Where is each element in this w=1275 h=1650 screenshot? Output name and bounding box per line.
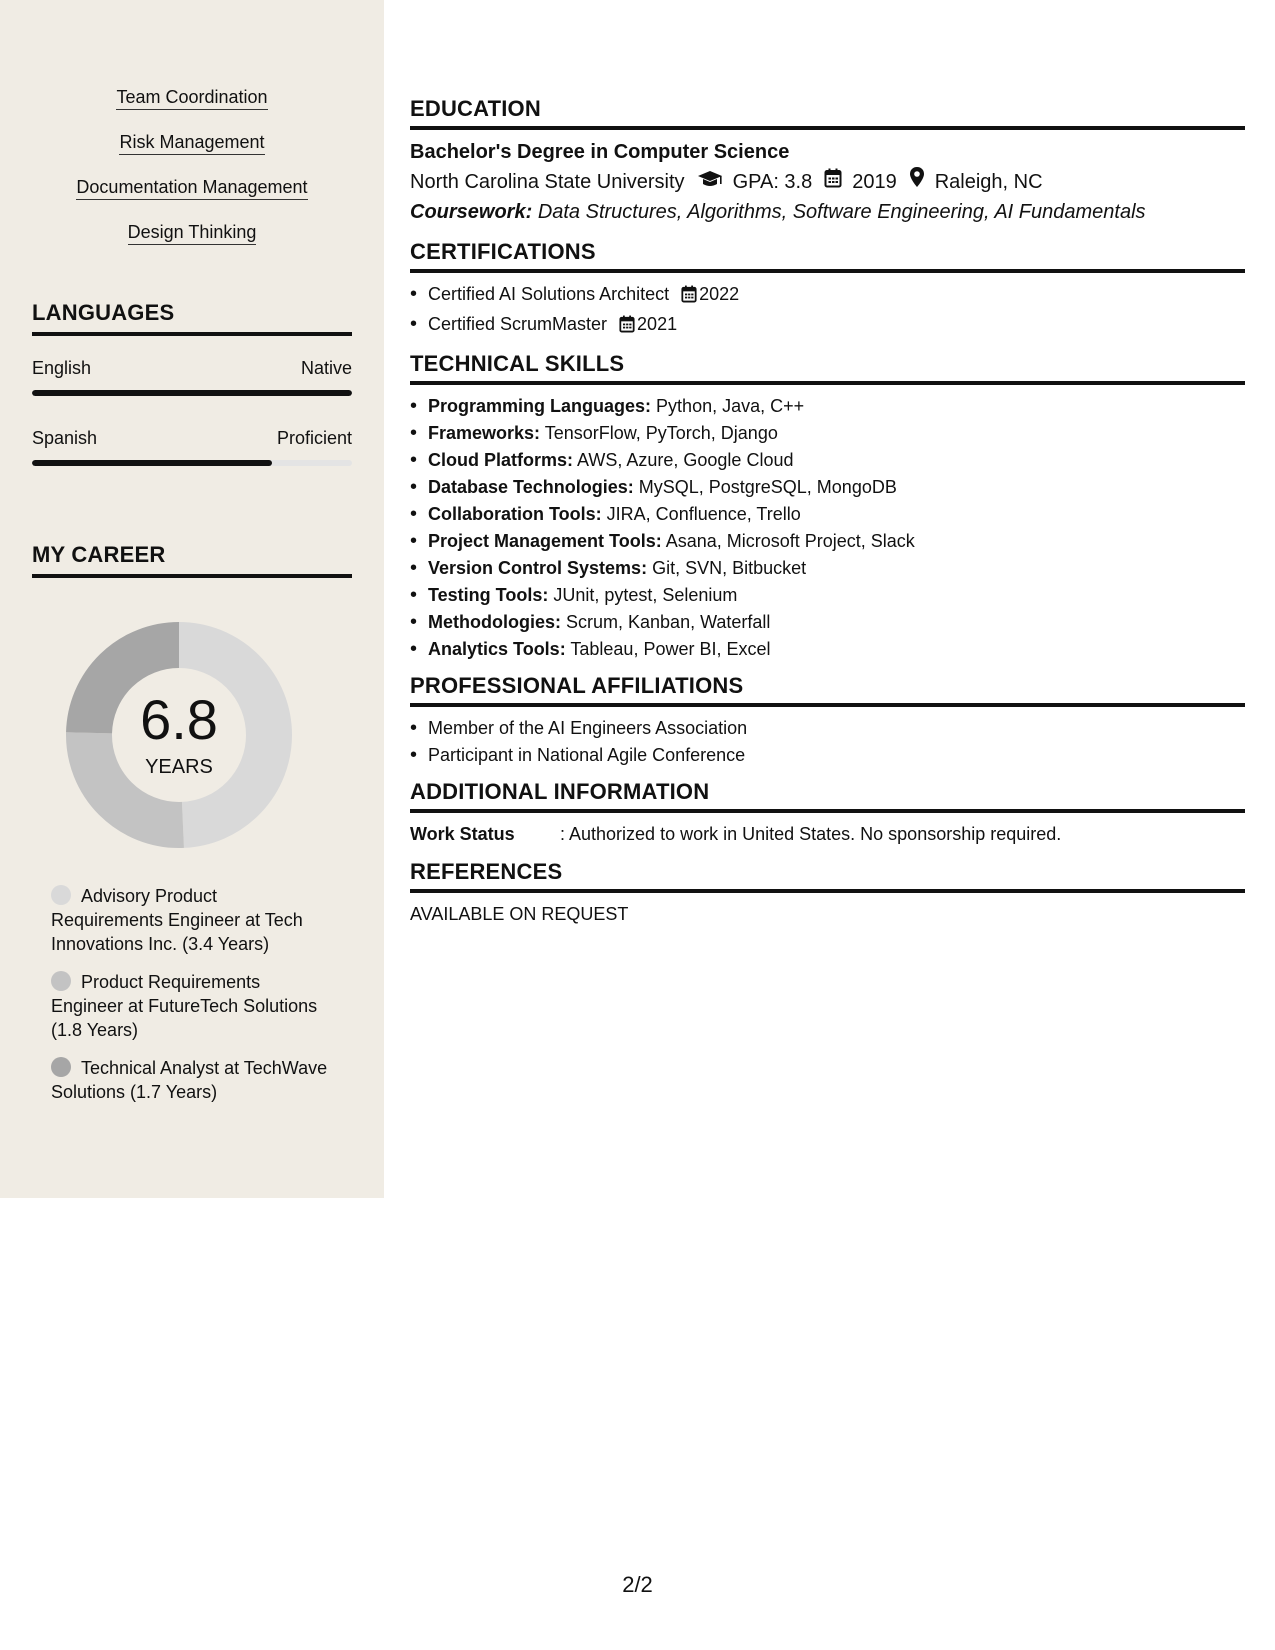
main-content [410, 96, 1245, 927]
skill-value: Python, Java, C++ [656, 396, 805, 416]
coursework-label: Coursework: [410, 201, 533, 223]
school-name: North Carolina State University [410, 170, 685, 193]
language-level: Native [300, 358, 352, 378]
education-section [410, 96, 1245, 227]
calendar-icon [681, 284, 697, 311]
skill-tag[interactable]: Risk Management [119, 131, 264, 155]
skill-item [410, 474, 1245, 501]
skill-value: Tableau, Power BI, Excel [570, 639, 771, 659]
skill-item [410, 501, 1245, 528]
language-bar-fill [32, 460, 272, 466]
location-pin-icon [909, 166, 925, 197]
legend-dot-icon [51, 885, 71, 905]
skill-item [410, 420, 1245, 447]
skill-tag[interactable]: Documentation Management [76, 176, 307, 200]
skill-item [410, 582, 1245, 609]
language-spanish [32, 428, 352, 466]
language-bar [32, 460, 352, 466]
certification-item [410, 311, 1245, 341]
skill-value: MySQL, PostgreSQL, MongoDB [638, 477, 897, 497]
affiliations-heading: PROFESSIONAL AFFILIATIONS [410, 673, 1245, 707]
career-donut-chart [66, 622, 292, 848]
affiliation-item: • Participant in National Agile Conference [410, 742, 1245, 769]
additional-info-section [410, 779, 1245, 847]
skill-label: Programming Languages: [428, 396, 652, 416]
certifications-section [410, 239, 1245, 341]
certifications-list [410, 281, 1245, 341]
page-number: 2/2 [622, 1572, 653, 1597]
career-heading: MY CAREER [32, 542, 352, 578]
additional-info-heading: ADDITIONAL INFORMATION [410, 779, 1245, 813]
school-location: Raleigh, NC [934, 170, 1043, 193]
affiliations-list [410, 715, 1245, 769]
skill-item [410, 636, 1245, 663]
legend-dot-icon [51, 971, 71, 991]
work-status-row [410, 821, 1245, 847]
career-total-unit: YEARS [145, 756, 213, 778]
skill-item [410, 393, 1245, 420]
language-english [32, 358, 352, 396]
skill-label: Methodologies: [428, 612, 561, 632]
coursework-list: Data Structures, Algorithms, Software Engineering, AI Fundamentals [537, 201, 1146, 223]
language-name: Spanish [32, 428, 98, 448]
skill-label: Cloud Platforms: [428, 450, 574, 470]
career-item [51, 970, 331, 1042]
education-heading: EDUCATION [410, 96, 1245, 130]
skill-tag[interactable]: Design Thinking [128, 221, 257, 245]
technical-skills-list [410, 393, 1245, 663]
technical-skills-section [410, 351, 1245, 663]
skill-value: TensorFlow, PyTorch, Django [544, 423, 778, 443]
skill-label: Version Control Systems: [428, 558, 648, 578]
career-item [51, 1056, 331, 1104]
skill-label: Testing Tools: [428, 585, 549, 605]
skill-item [410, 555, 1245, 582]
skill-label: Database Technologies: [428, 477, 634, 497]
skill-label: Frameworks: [428, 423, 541, 443]
career-total-value: 6.8 [140, 688, 218, 751]
skill-label: Collaboration Tools: [428, 504, 602, 524]
affiliations-section [410, 673, 1245, 769]
skill-tag[interactable]: Team Coordination [116, 86, 267, 110]
skill-item [410, 447, 1245, 474]
degree-title: Bachelor's Degree in Computer Science [410, 141, 790, 163]
language-bar-fill [32, 390, 352, 396]
languages-heading: LANGUAGES [32, 300, 352, 336]
certifications-heading: CERTIFICATIONS [410, 239, 1245, 273]
certification-name: Certified AI Solutions Architect [428, 284, 670, 304]
graduation-cap-icon [697, 167, 723, 197]
language-name: English [32, 358, 92, 378]
legend-dot-icon [51, 1057, 71, 1077]
work-status-value: : Authorized to work in United States. No sponsorship required. [560, 824, 1062, 844]
language-level: Proficient [276, 428, 352, 448]
technical-skills-heading: TECHNICAL SKILLS [410, 351, 1245, 385]
skill-item [410, 609, 1245, 636]
career-item-text: Technical Analyst at TechWave Solutions (1.7 Years) [51, 1058, 328, 1102]
career-item [51, 884, 331, 956]
career-item-text: Product Requirements Engineer at FutureTech Solutions (1.8 Years) [51, 972, 318, 1040]
education-details [410, 166, 1245, 197]
career-item-text: Advisory Product Requirements Engineer at Tech Innovations Inc. (3.4 Years) [51, 886, 303, 954]
career-legend [51, 884, 331, 1118]
skill-value: JUnit, pytest, Selenium [553, 585, 738, 605]
affiliation-item: • Member of the AI Engineers Association [410, 715, 1245, 742]
gpa: GPA: 3.8 [732, 170, 813, 193]
skill-value: AWS, Azure, Google Cloud [577, 450, 794, 470]
graduation-year: 2019 [852, 170, 897, 193]
skill-item [410, 528, 1245, 555]
certification-name: Certified ScrumMaster [428, 314, 608, 334]
certification-item [410, 281, 1245, 311]
skill-value: JIRA, Confluence, Trello [606, 504, 801, 524]
references-heading: REFERENCES [410, 859, 1245, 893]
language-bar [32, 390, 352, 396]
work-status-label: Work Status [410, 824, 515, 844]
certification-year: 2022 [699, 284, 740, 304]
skill-label: Project Management Tools: [428, 531, 662, 551]
skill-value: Scrum, Kanban, Waterfall [566, 612, 771, 632]
certification-year: 2021 [637, 314, 678, 334]
calendar-icon [619, 314, 635, 341]
skills-list [0, 86, 384, 266]
references-section [410, 859, 1245, 927]
calendar-icon [824, 167, 842, 197]
sidebar [0, 0, 384, 1198]
skill-value: Git, SVN, Bitbucket [652, 558, 807, 578]
skill-label: Analytics Tools: [428, 639, 566, 659]
skill-value: Asana, Microsoft Project, Slack [665, 531, 915, 551]
coursework [410, 197, 1245, 227]
references-text: AVAILABLE ON REQUEST [410, 904, 629, 924]
